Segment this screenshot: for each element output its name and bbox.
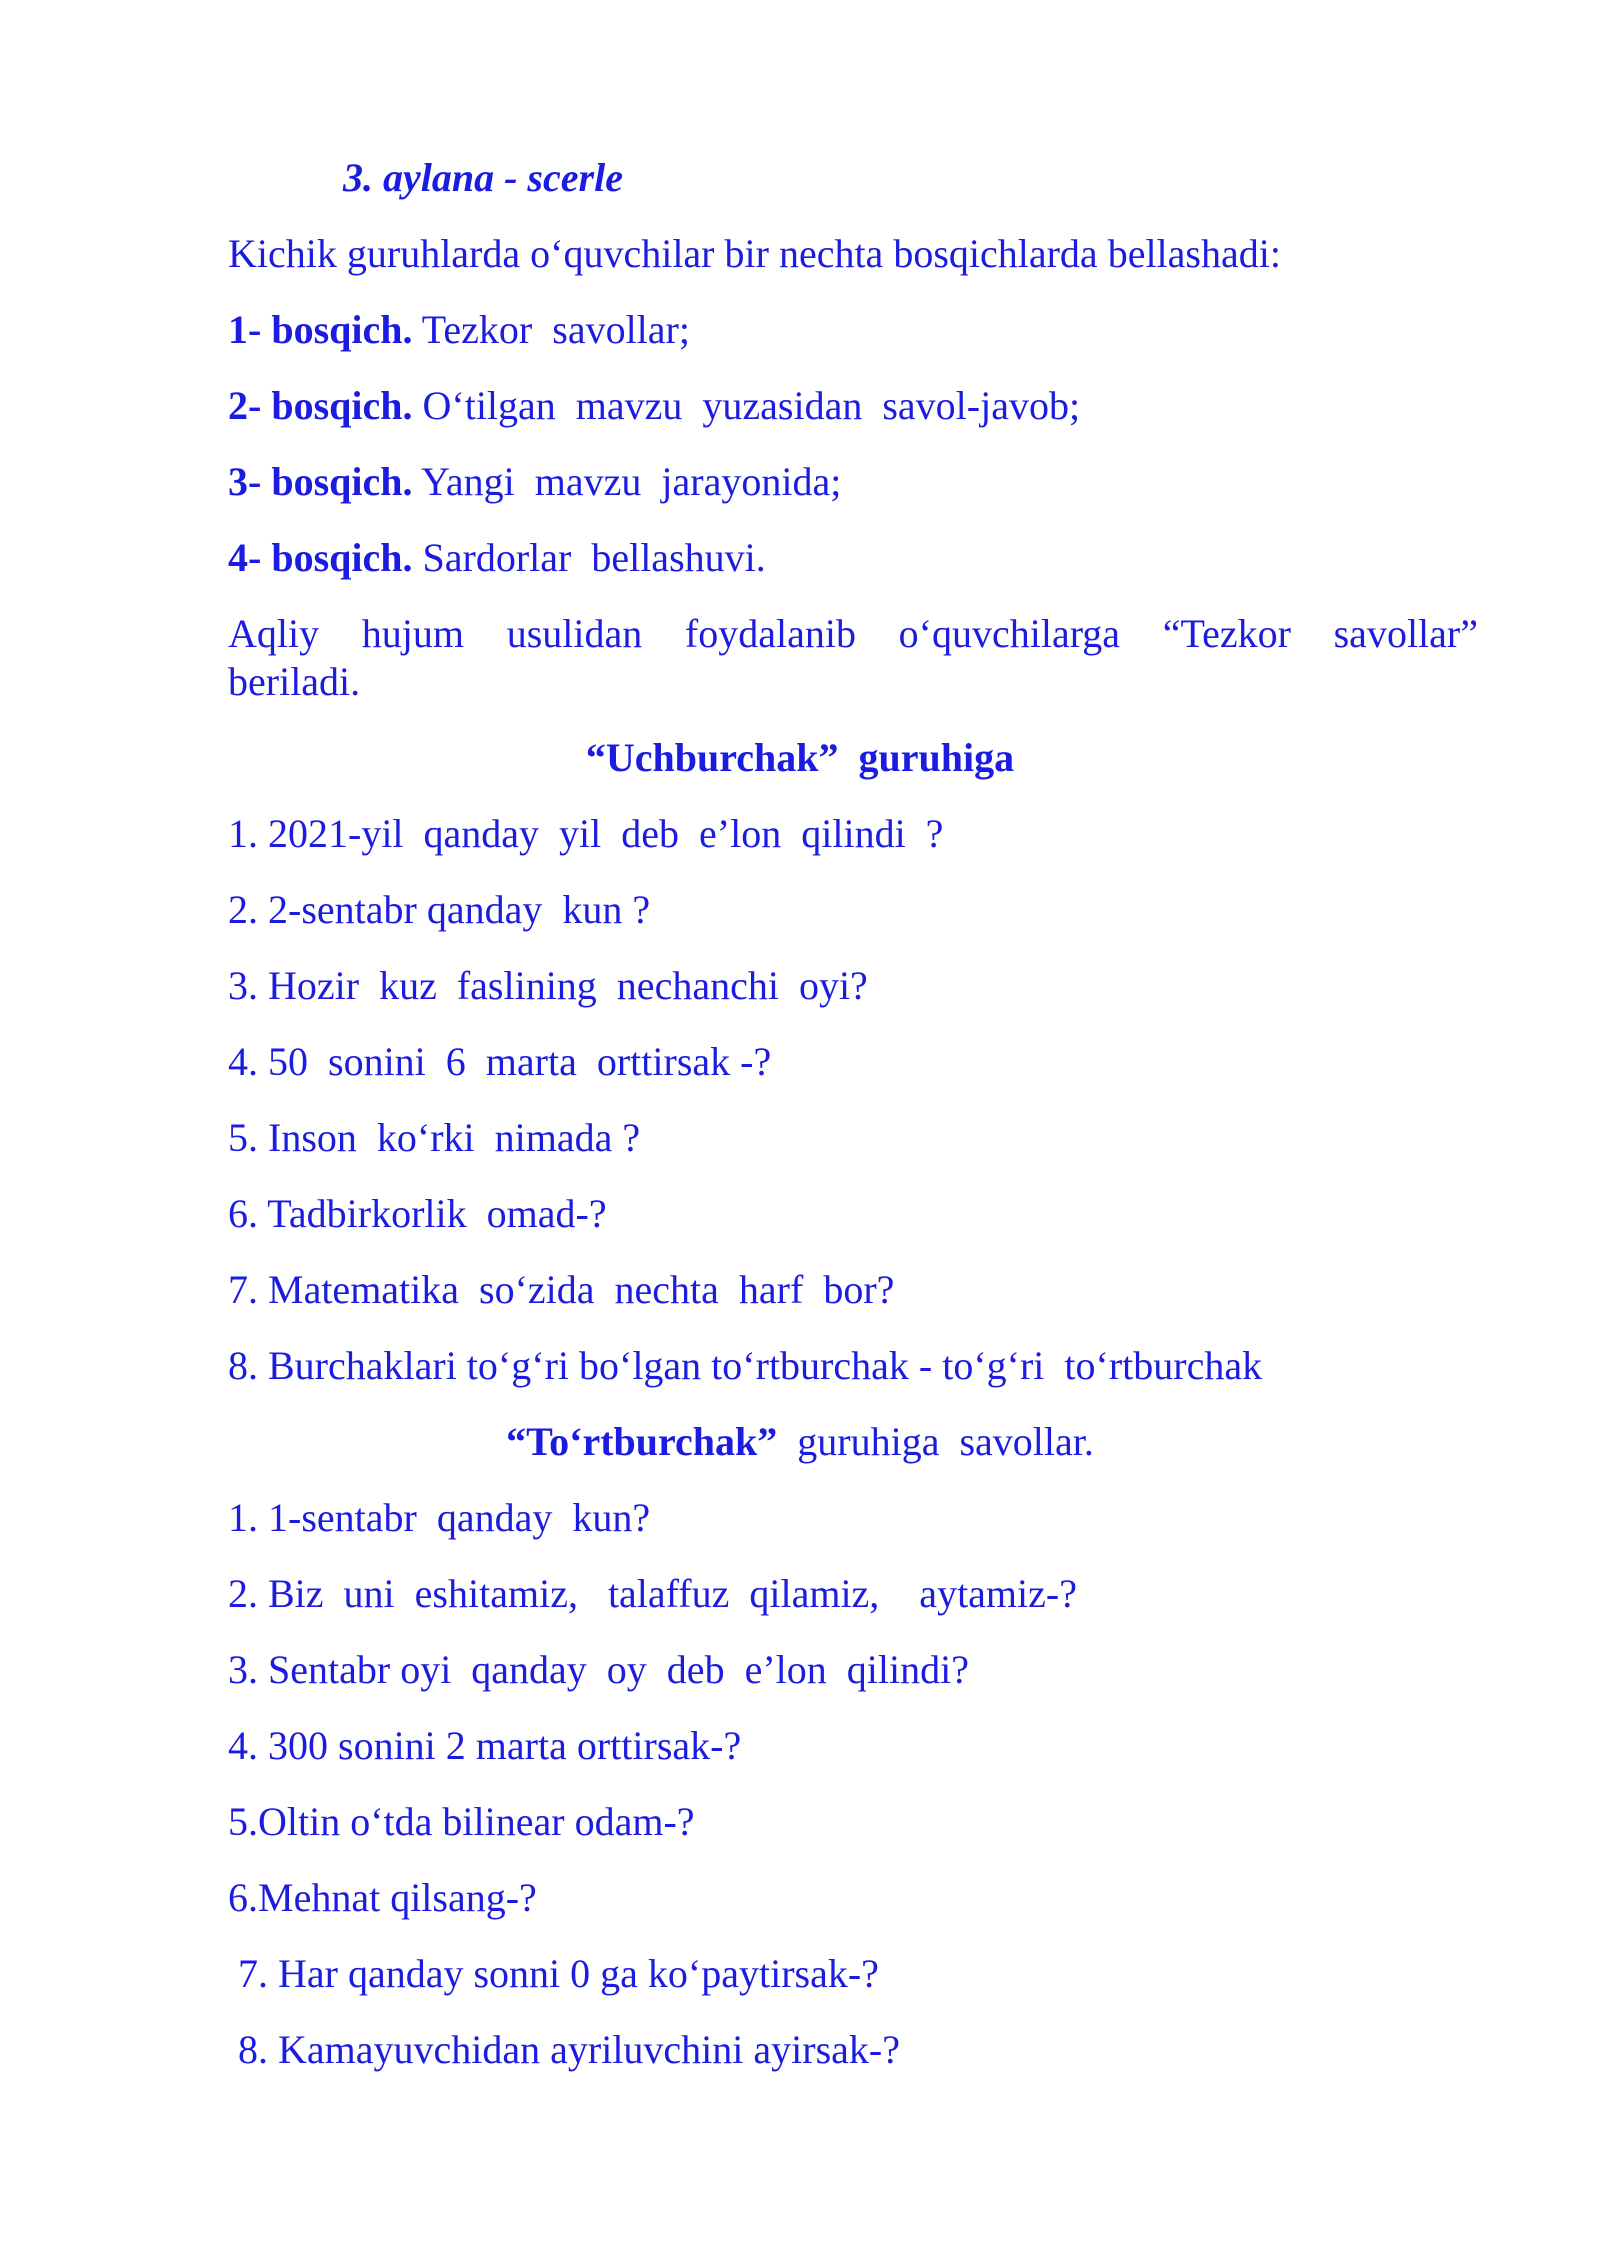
stage-label: 3- bosqich. — [228, 459, 413, 504]
group2-question: 4. 300 sonini 2 marta orttirsak-? — [228, 1723, 742, 1768]
group1-question: 7. Matematika so‘zida nechta harf bor? — [228, 1267, 895, 1312]
stage-label: 1- bosqich. — [228, 307, 413, 352]
stage-text: O‘tilgan mavzu yuzasidan savol-javob; — [412, 383, 1081, 428]
intro-text: Kichik guruhlarda o‘quvchilar bir nechta bosqichlarda bellashadi: — [228, 231, 1281, 276]
group1-question: 2. 2-sentabr qanday kun ? — [228, 887, 651, 932]
group1-title: “Uchburchak” guruhiga — [585, 735, 1015, 780]
group1-question: 3. Hozir kuz faslining nechanchi oyi? — [228, 963, 868, 1008]
stage-2 — [228, 382, 1080, 430]
group1-question: 8. Burchaklari to‘g‘ri bo‘lgan to‘rtburchak - to‘g‘ri to‘rtburchak — [228, 1343, 1263, 1388]
stage-text: Tezkor savollar; — [412, 307, 690, 352]
group2-title-rest: guruhiga savollar. — [777, 1419, 1094, 1464]
group2-question: 6.Mehnat qilsang-? — [228, 1875, 537, 1920]
group2-question: 7. Har qanday sonni 0 ga ko‘paytirsak-? — [228, 1951, 879, 1996]
stage-3 — [228, 458, 841, 506]
group2-question: 5.Oltin o‘tda bilinear odam-? — [228, 1799, 695, 1844]
stage-text: Yangi mavzu jarayonida; — [412, 459, 842, 504]
group1-question: 1. 2021-yil qanday yil deb e’lon qilindi ? — [228, 811, 944, 856]
group1-question: 5. Inson ko‘rki nimada ? — [228, 1115, 641, 1160]
section-heading: 3. aylana - scerle — [343, 155, 623, 200]
group2-title-name: “To‘rtburchak” — [506, 1419, 778, 1464]
stage-label: 2- bosqich. — [228, 383, 413, 428]
group1-question: 6. Tadbirkorlik omad-? — [228, 1191, 607, 1236]
stage-1 — [228, 306, 690, 354]
stage-4 — [228, 534, 766, 582]
group2-question: 8. Kamayuvchidan ayriluvchini ayirsak-? — [228, 2027, 900, 2072]
stage-label: 4- bosqich. — [228, 535, 413, 580]
group2-question: 2. Biz uni eshitamiz, talaffuz qilamiz, aytamiz-? — [228, 1571, 1077, 1616]
stage-text: Sardorlar bellashuvi. — [412, 535, 766, 580]
group1-question: 4. 50 sonini 6 marta orttirsak -? — [228, 1039, 772, 1084]
group2-title — [0, 1418, 1600, 1466]
group2-question: 1. 1-sentabr qanday kun? — [228, 1495, 651, 1540]
brainstorm-paragraph: Aqliy hujum usulidan foydalanib o‘quvchilarga “Tezkor savollar” beriladi. — [228, 611, 1478, 704]
group2-question: 3. Sentabr oyi qanday oy deb e’lon qilindi? — [228, 1647, 969, 1692]
